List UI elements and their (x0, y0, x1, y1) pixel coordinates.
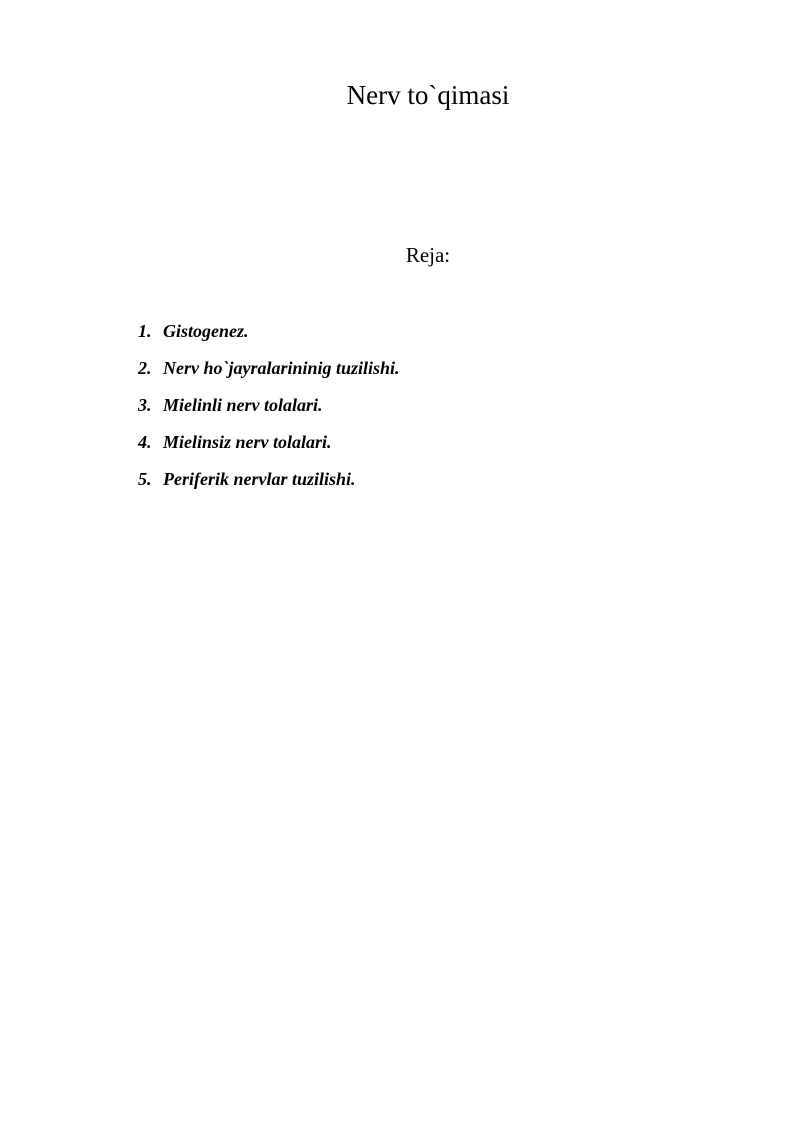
plan-list (138, 313, 400, 498)
list-item-text: Gistogenez. (163, 321, 249, 341)
list-item-number: 5. (138, 469, 152, 489)
list-item-text: Periferik nervlar tuzilishi. (163, 469, 356, 489)
list-item (138, 313, 400, 350)
list-item (138, 424, 400, 461)
list-item-number: 2. (138, 358, 152, 378)
list-item (138, 461, 400, 498)
list-item-text: Mielinli nerv tolalari. (163, 395, 323, 415)
list-item-number: 4. (138, 432, 152, 452)
list-item-number: 1. (138, 321, 152, 341)
list-item-number: 3. (138, 395, 152, 415)
list-item (138, 387, 400, 424)
list-item-text: Nerv ho`jayralarininig tuzilishi. (163, 358, 400, 378)
list-item (138, 350, 400, 387)
plan-heading: Reja: (405, 243, 451, 267)
page-title: Nerv to`qimasi (346, 80, 510, 110)
list-item-text: Mielinsiz nerv tolalari. (163, 432, 332, 452)
